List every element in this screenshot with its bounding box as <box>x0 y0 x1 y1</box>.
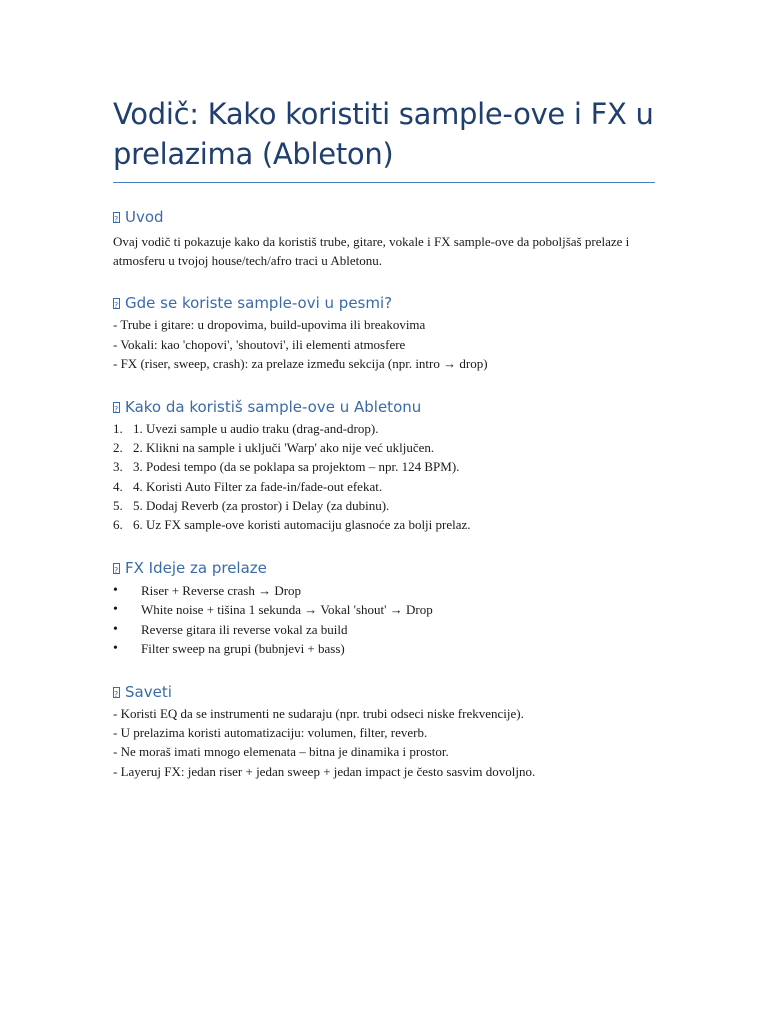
intro-paragraph: Ovaj vodič ti pokazuje kako da koristiš trube, gitare, vokale i FX sample-ove da poboljšaš prelaze i atmosferu u tvojoj house/tech/afro traci u Abletonu. <box>113 234 630 269</box>
list-text: 4. Koristi Auto Filter za fade-in/fade-out efekat. <box>133 478 383 494</box>
list-number: 3. <box>113 459 123 475</box>
heading-text: Uvod <box>125 208 164 226</box>
list-item <box>113 639 655 658</box>
list-text: 6. Uz FX sample-ove koristi automaciju glasnoće za bolji prelaz. <box>133 517 471 533</box>
list-number: 2. <box>113 440 123 456</box>
section-how-to-use <box>113 397 655 534</box>
missing-emoji-icon <box>113 687 120 698</box>
list-item <box>113 581 655 600</box>
section-fx-ideas <box>113 558 655 658</box>
section-where-samples <box>113 293 655 373</box>
list-text: 3. Podesi tempo (da se poklapa sa projektom – npr. 124 BPM). <box>133 459 460 475</box>
bullet-icon: • <box>113 602 118 618</box>
list-number: 4. <box>113 478 123 494</box>
steps-list <box>113 419 655 534</box>
list-item <box>113 496 655 515</box>
list-number: 5. <box>113 497 123 513</box>
section-heading-intro <box>113 207 655 227</box>
list-text: 5. Dodaj Reverb (za prostor) i Delay (za dubinu). <box>133 497 390 513</box>
missing-emoji-icon <box>113 402 120 413</box>
text-line: - Trube i gitare: u dropovima, build-upovima ili breakovima <box>113 317 426 333</box>
page-title: Vodič: Kako koristiti sample-ove i FX u prelazima (Ableton) <box>113 94 655 183</box>
list-item <box>113 438 655 457</box>
text-line: - U prelazima koristi automatizaciju: volumen, filter, reverb. <box>113 725 428 741</box>
heading-text: Saveti <box>125 683 172 702</box>
list-text: Reverse gitara ili reverse vokal za build <box>141 621 348 637</box>
document-page <box>113 94 655 781</box>
bullet-icon: • <box>113 583 118 599</box>
missing-emoji-icon <box>113 298 120 309</box>
list-text: White noise + tišina 1 sekunda → Vokal 'shout' → Drop <box>141 602 433 618</box>
section-heading-tips <box>113 682 655 702</box>
list-item <box>113 419 655 438</box>
missing-emoji-icon <box>113 563 120 574</box>
section-intro <box>113 207 655 270</box>
fx-ideas-list <box>113 581 655 658</box>
list-item <box>113 457 655 476</box>
list-text: 2. Klikni na sample i uključi 'Warp' ako nije već uključen. <box>133 440 435 456</box>
section-heading-how <box>113 397 655 417</box>
heading-text: Gde se koriste sample-ovi u pesmi? <box>125 294 393 313</box>
list-item <box>113 600 655 619</box>
section-heading-where <box>113 293 655 313</box>
bullet-icon: • <box>113 640 118 656</box>
tips-lines <box>113 704 655 781</box>
list-item <box>113 477 655 496</box>
list-text: Filter sweep na grupi (bubnjevi + bass) <box>141 640 345 656</box>
list-text: Riser + Reverse crash → Drop <box>141 583 302 599</box>
text-line: - Vokali: kao 'chopovi', 'shoutovi', ili elementi atmosfere <box>113 336 406 352</box>
text-line: - Layeruj FX: jedan riser + jedan sweep + jedan impact je često sasvim dovoljno. <box>113 763 536 779</box>
list-item <box>113 620 655 639</box>
heading-text: FX Ideje za prelaze <box>125 559 267 578</box>
where-lines <box>113 315 655 373</box>
missing-emoji-icon <box>113 212 120 223</box>
section-tips <box>113 682 655 781</box>
list-number: 6. <box>113 517 123 533</box>
text-line: - Ne moraš imati mnogo elemenata – bitna je dinamika i prostor. <box>113 744 449 760</box>
bullet-icon: • <box>113 621 118 637</box>
text-line: - Koristi EQ da se instrumenti ne sudaraju (npr. trubi odseci niske frekvencije). <box>113 706 524 722</box>
list-number: 1. <box>113 421 123 437</box>
list-text: 1. Uvezi sample u audio traku (drag-and-drop). <box>133 421 379 437</box>
list-item <box>113 515 655 534</box>
text-line: - FX (riser, sweep, crash): za prelaze između sekcija (npr. intro → drop) <box>113 355 488 371</box>
section-heading-fx <box>113 558 655 578</box>
heading-text: Kako da koristiš sample-ove u Abletonu <box>125 398 422 417</box>
